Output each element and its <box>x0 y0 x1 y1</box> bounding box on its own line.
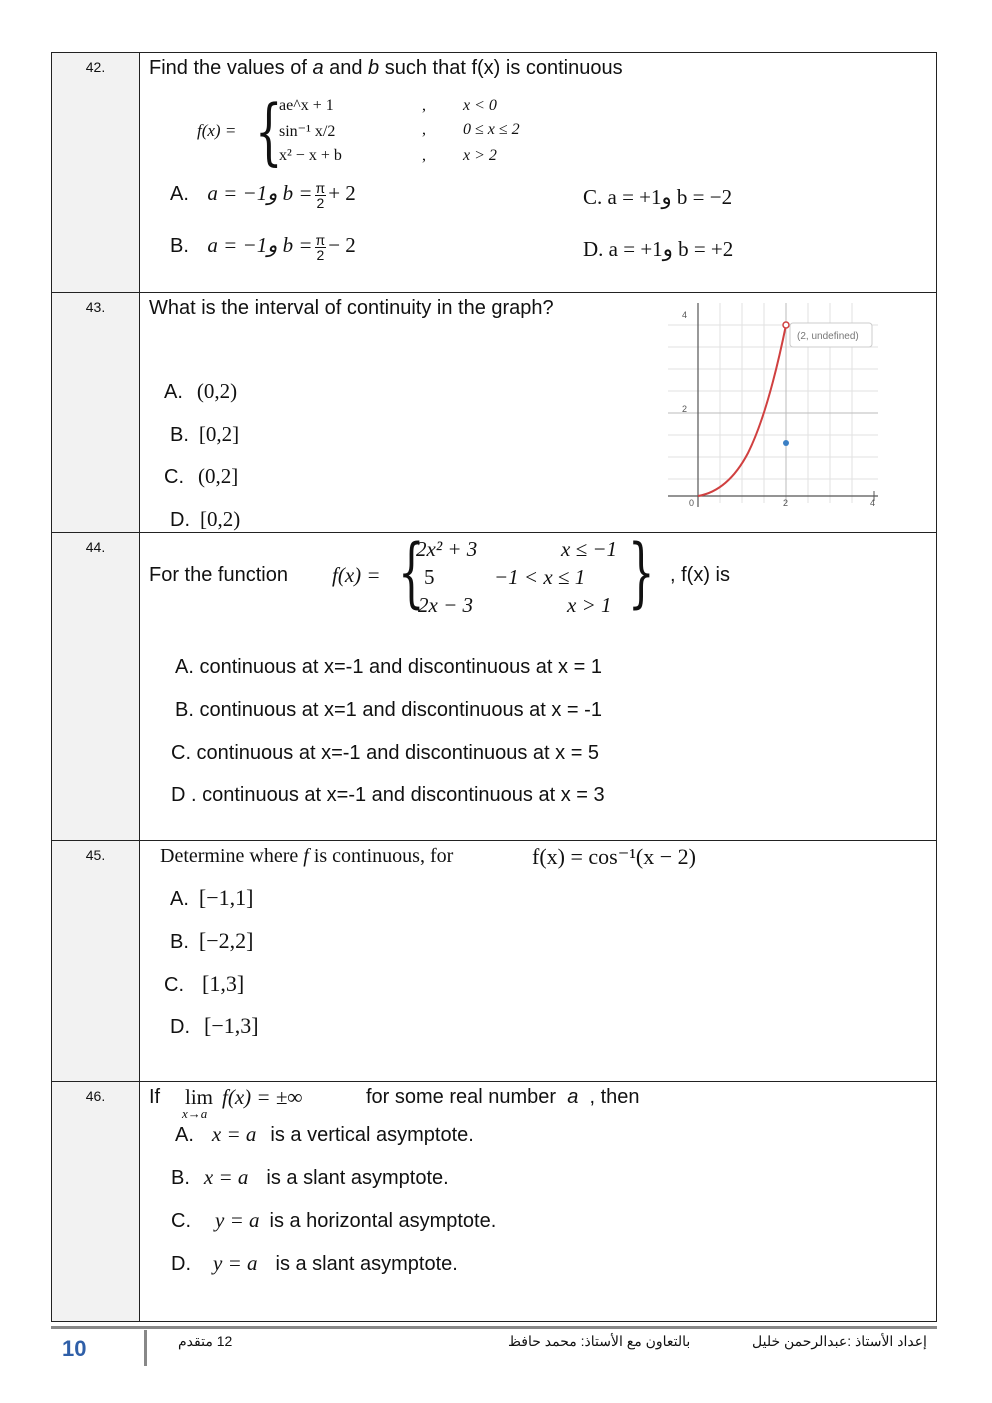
question-number: 42. <box>52 53 140 293</box>
option-a[interactable]: A. a = −1و b = $\frac{\pi}{2}$ + 2 <box>170 180 356 212</box>
question-number: 46. <box>52 1082 140 1322</box>
option-b[interactable]: B. x = a is a slant asymptote. <box>171 1165 449 1189</box>
limit-subscript: x→a <box>182 1106 208 1121</box>
point-label: (2, undefined) <box>797 331 859 342</box>
function-formula: f(x) = cos⁻¹(x − 2) <box>532 844 696 869</box>
limit-operator: lim <box>185 1085 214 1109</box>
page-number: 10 <box>62 1336 87 1361</box>
question-44 <box>140 527 937 841</box>
limit-expression: f(x) = ±∞ <box>222 1085 303 1109</box>
x-tick-label: 2 <box>783 498 789 508</box>
x-tick-label: 4 <box>870 498 876 508</box>
option-a[interactable]: A. (0,2) <box>164 379 238 403</box>
option-c[interactable]: C. [1,3] <box>164 971 245 996</box>
footer-divider <box>144 1330 147 1366</box>
filled-point <box>783 440 789 446</box>
option-b[interactable]: B. [0,2] <box>170 422 240 446</box>
y-tick-label: 2 <box>682 404 688 414</box>
option-c[interactable]: C. a = +1و b = −2 <box>583 185 733 209</box>
footer-author: إعداد الأستاذ :عبدالرحمن خليل <box>752 1333 927 1349</box>
question-43 <box>140 293 937 533</box>
question-number: 43. <box>52 293 140 533</box>
question-42 <box>140 53 937 293</box>
option-a[interactable]: A. continuous at x=-1 and discontinuous at x = 1 <box>175 656 602 678</box>
option-d[interactable]: D. a = +1و b = +2 <box>583 237 734 261</box>
option-d[interactable]: D . continuous at x=-1 and discontinuous at x = 3 <box>171 784 605 806</box>
piecewise-function: f(x) = { ae^x + 1 sin⁻¹ x/2 x² − x + b , , , x < 0 0 ≤ x ≤ 2 x > 2 <box>197 89 520 173</box>
option-c[interactable]: C. y = a is a horizontal asymptote. <box>171 1208 497 1232</box>
question-table <box>51 52 937 1322</box>
option-b[interactable]: B. continuous at x=1 and discontinuous at x = -1 <box>175 699 602 721</box>
question-stem: Find the values of a and b such that f(x) is continuous <box>149 57 623 79</box>
question-stem: What is the interval of continuity in the graph? <box>149 297 554 319</box>
question-45 <box>140 841 937 1082</box>
continuity-graph <box>668 303 890 523</box>
open-endpoint <box>783 322 789 328</box>
option-d[interactable]: D. [0,2) <box>170 507 241 531</box>
question-stem-if: If <box>149 1086 161 1108</box>
option-c[interactable]: C. (0,2] <box>164 464 239 488</box>
footer-collab: بالتعاون مع الأستاذ: محمد حافظ <box>508 1333 691 1349</box>
question-stem-tail: , f(x) is <box>670 564 730 586</box>
piecewise-function: f(x) = { 2x² + 3 5 2x − 3 x ≤ −1 −1 < x ≤ 1 x > 1 } <box>332 527 655 617</box>
question-stem: Determine where f is continuous, for <box>160 845 454 867</box>
x-tick-label: 0 <box>689 498 695 508</box>
question-stem: For the function <box>149 564 288 586</box>
y-tick-label: 4 <box>682 310 688 320</box>
footer-rule <box>51 1326 937 1329</box>
option-d[interactable]: D. y = a is a slant asymptote. <box>171 1251 458 1275</box>
option-a[interactable]: A. x = a is a vertical asymptote. <box>175 1122 474 1146</box>
option-a[interactable]: A. [−1,1] <box>170 885 254 910</box>
option-c[interactable]: C. continuous at x=-1 and discontinuous at x = 5 <box>171 742 600 764</box>
question-number: 45. <box>52 841 140 1082</box>
question-46 <box>140 1082 937 1322</box>
footer-grade: 12 متقدم <box>178 1333 233 1349</box>
question-number: 44. <box>52 533 140 841</box>
option-b[interactable]: B. a = −1و b = $\frac{\pi}{2}$ − 2 <box>170 232 356 264</box>
question-stem: for some real number a , then <box>366 1086 640 1108</box>
option-d[interactable]: D. [−1,3] <box>170 1013 259 1038</box>
option-b[interactable]: B. [−2,2] <box>170 928 254 953</box>
